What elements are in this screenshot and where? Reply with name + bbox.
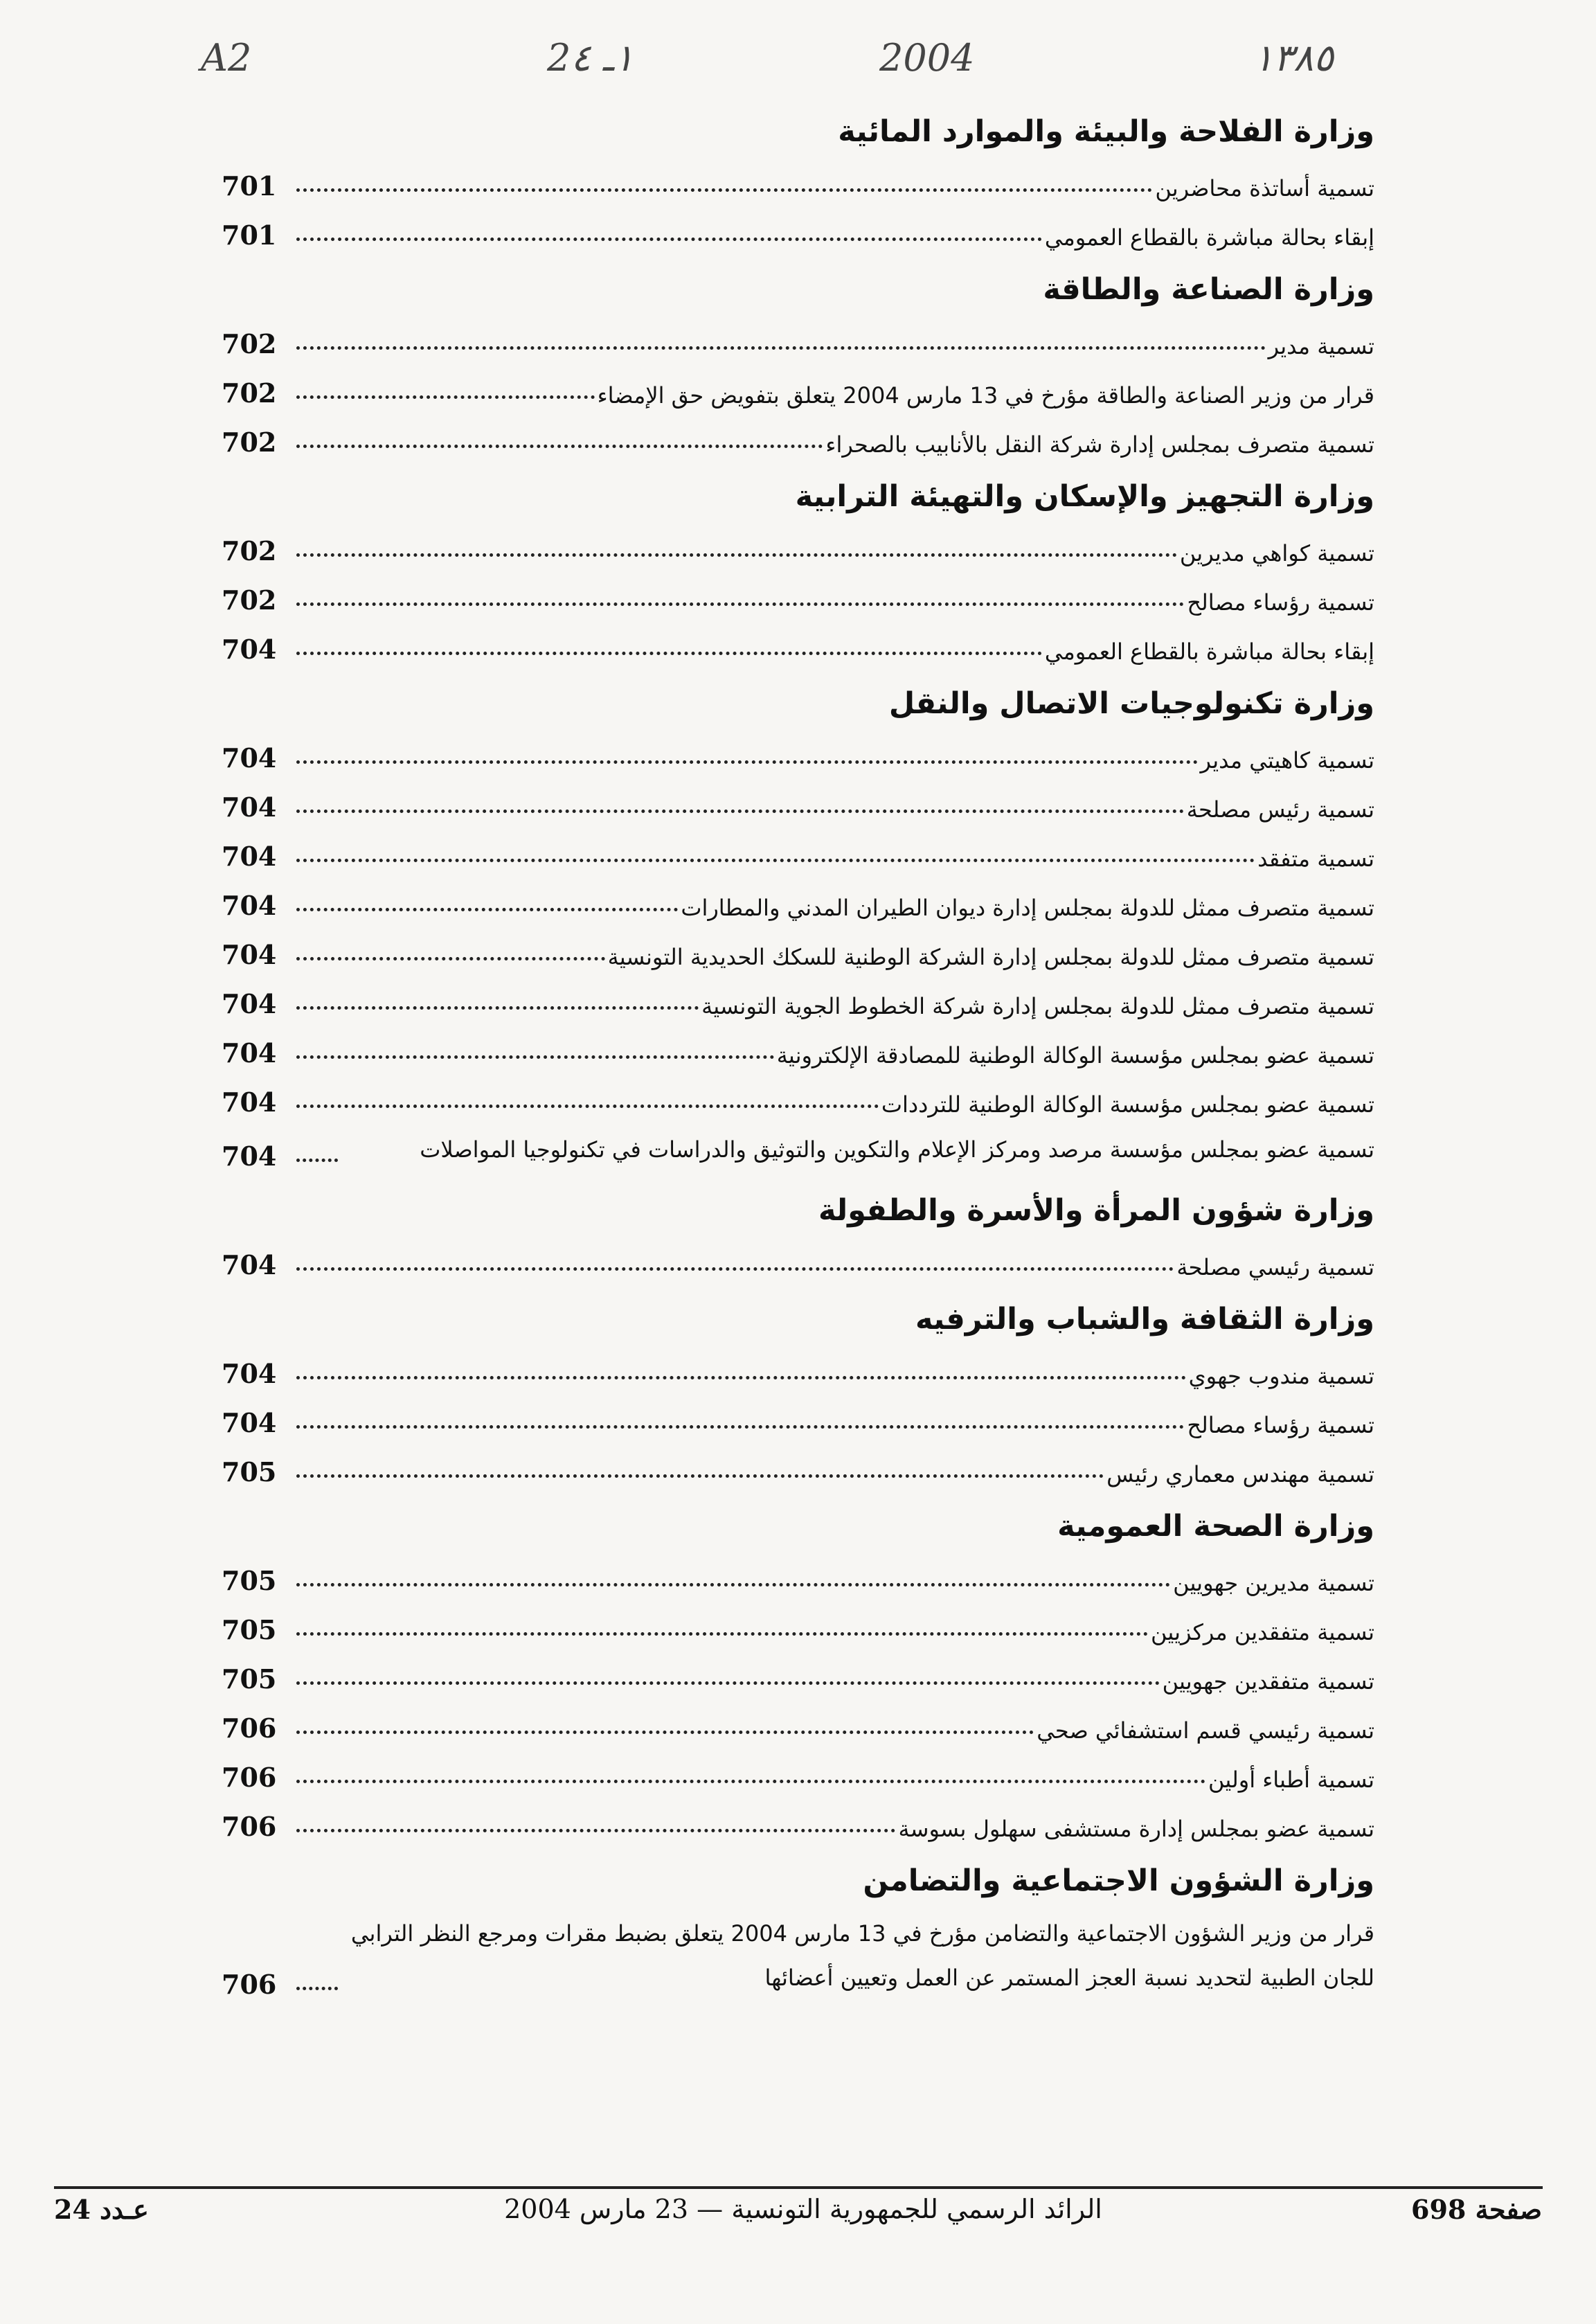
leader-dots	[296, 1474, 1104, 1478]
ministry-section	[222, 1505, 1374, 1842]
toc-entry[interactable]	[222, 1438, 1374, 1487]
entry-page-number: 705	[222, 1614, 277, 1645]
entry-page-number: 702	[222, 535, 277, 566]
entry-page-number: 704	[222, 939, 277, 970]
leader-dots	[296, 1681, 1160, 1685]
leader-dots	[296, 1829, 895, 1832]
leader-dots	[296, 1583, 1170, 1586]
entry-text: تسمية رئيسي قسم استشفائي صحي	[1037, 1717, 1374, 1744]
leader-dots	[296, 810, 1184, 813]
entry-page-number: 706	[222, 1713, 277, 1744]
toc-entry[interactable]	[222, 1911, 1374, 2000]
toc-entry[interactable]	[222, 616, 1374, 665]
entry-page-number: 705	[222, 1456, 277, 1487]
leader-dots	[296, 1632, 1148, 1636]
ministry-title: وزارة الصحة العمومية	[1057, 1509, 1374, 1544]
entry-page-number: 704	[222, 988, 277, 1019]
leader-dots	[296, 1159, 338, 1162]
ministry-title: وزارة الفلاحة والبيئة والموارد المائية	[838, 114, 1374, 149]
handwritten-note-number: ١٣٨٥	[1253, 36, 1334, 80]
entry-page-number: 702	[222, 427, 277, 458]
handwritten-note-a2: A2	[201, 36, 252, 80]
leader-dots	[296, 859, 1255, 862]
toc-entry[interactable]	[222, 1231, 1374, 1280]
toc-entry[interactable]	[222, 1127, 1374, 1172]
ministry-title: وزارة شؤون المرأة والأسرة والطفولة	[818, 1193, 1374, 1228]
entry-page-number: 704	[222, 742, 277, 774]
leader-dots	[296, 553, 1177, 557]
toc-entry[interactable]	[222, 872, 1374, 921]
leader-dots	[296, 908, 678, 911]
entry-page-number: 704	[222, 792, 277, 823]
toc-entry[interactable]	[222, 724, 1374, 774]
entry-text: تسمية كواهي مديرين	[1179, 540, 1374, 566]
toc-entry[interactable]	[222, 1645, 1374, 1695]
footer-divider	[54, 2186, 1543, 2189]
leader-dots	[296, 1987, 338, 1990]
entry-page-number: 704	[222, 1141, 277, 1172]
toc-entry[interactable]	[222, 152, 1374, 202]
entry-text: تسمية رئيس مصلحة	[1186, 796, 1374, 823]
entry-text: تسمية متفقدين جهويين	[1162, 1668, 1374, 1695]
entry-text: تسمية مهندس معماري رئيس	[1106, 1461, 1374, 1487]
entry-page-number: 706	[222, 1811, 277, 1842]
entry-page-number: 705	[222, 1663, 277, 1695]
handwritten-note-year: 2004	[879, 36, 975, 80]
entry-page-number: 705	[222, 1565, 277, 1596]
entry-page-number: 704	[222, 1087, 277, 1118]
ministry-title: وزارة تكنولوجيات الاتصال والنقل	[888, 686, 1374, 721]
toc-entry[interactable]	[222, 517, 1374, 566]
entry-page-number: 701	[222, 220, 277, 251]
entry-text: تسمية مديرين جهويين	[1173, 1570, 1374, 1596]
entry-text: إبقاء بحالة مباشرة بالقطاع العمومي	[1044, 638, 1374, 665]
toc-entry[interactable]	[222, 359, 1374, 409]
entry-text: تسمية عضو بمجلس مؤسسة مرصد ومركز الإعلام والتكوين والتوثيق والدراسات في تكنولوجيا المواصلات	[420, 1136, 1374, 1163]
ministry-section	[222, 476, 1374, 665]
toc-entry[interactable]	[222, 1019, 1374, 1069]
entry-text: تسمية متصرف ممثل للدولة بمجلس إدارة الشركة الوطنية للسكك الحديدية التونسية	[607, 944, 1374, 970]
leader-dots	[296, 1731, 1034, 1734]
leader-dots	[296, 1267, 1174, 1271]
leader-dots	[296, 395, 595, 399]
entry-page-number: 702	[222, 328, 277, 359]
entry-text: تسمية متفقد	[1257, 846, 1374, 872]
toc-entry[interactable]	[222, 774, 1374, 823]
entry-text: تسمية متفقدين مركزيين	[1151, 1619, 1374, 1645]
toc-entry[interactable]	[222, 409, 1374, 458]
ministry-title: وزارة التجهيز والإسكان والتهيئة الترابية	[795, 479, 1374, 514]
entry-text: تسمية متصرف ممثل للدولة بمجلس إدارة شركة الخطوط الجوية التونسية	[701, 993, 1374, 1019]
entry-text: قرار من وزير الصناعة والطاقة مؤرخ في 13 مارس 2004 يتعلق بتفويض حق الإمضاء	[597, 382, 1374, 409]
ministry-title: وزارة الصناعة والطاقة	[1043, 272, 1374, 307]
entry-page-number: 704	[222, 1407, 277, 1438]
leader-dots	[296, 1376, 1186, 1379]
toc-entry[interactable]	[222, 566, 1374, 616]
entry-text: تسمية مدير	[1268, 333, 1374, 359]
entry-text: تسمية متصرف ممثل للدولة بمجلس إدارة ديوان الطيران المدني والمطارات	[681, 895, 1374, 921]
leader-dots	[296, 652, 1042, 655]
leader-dots	[296, 957, 605, 960]
ministry-section	[222, 1190, 1374, 1280]
leader-dots	[296, 602, 1184, 606]
entry-text: تسمية أساتذة محاضرين	[1155, 175, 1374, 202]
toc-entry[interactable]	[222, 1389, 1374, 1438]
entry-page-number: 704	[222, 841, 277, 872]
entry-text: تسمية رئيسي مصلحة	[1176, 1254, 1374, 1280]
ministry-section	[222, 269, 1374, 458]
toc-entry[interactable]	[222, 1547, 1374, 1596]
toc-entry[interactable]	[222, 823, 1374, 872]
entry-page-number: 704	[222, 1249, 277, 1280]
toc-entry[interactable]	[222, 1340, 1374, 1389]
footer-page-number: صفحة 698	[1411, 2194, 1542, 2225]
entry-text: تسمية كاهيتي مدير	[1200, 747, 1374, 774]
entry-page-number: 702	[222, 377, 277, 409]
entry-text: تسمية مندوب جهوي	[1188, 1363, 1374, 1389]
entry-page-number: 704	[222, 634, 277, 665]
toc-entry[interactable]	[222, 970, 1374, 1019]
entry-text: تسمية رؤساء مصالح	[1187, 1412, 1374, 1438]
entry-text: تسمية أطباء أولين	[1208, 1767, 1374, 1793]
entry-text: تسمية عضو بمجلس مؤسسة الوكالة الوطنية للترددات	[881, 1091, 1374, 1118]
toc-entry[interactable]	[222, 310, 1374, 359]
toc-entry[interactable]	[222, 1793, 1374, 1842]
entry-text: تسمية عضو بمجلس مؤسسة الوكالة الوطنية للمصادقة الإلكترونية	[776, 1042, 1374, 1069]
entry-text: تسمية عضو بمجلس إدارة مستشفى سهلول بسوسة	[898, 1816, 1374, 1842]
toc-entry[interactable]	[222, 1744, 1374, 1793]
entry-text: قرار من وزير الشؤون الاجتماعية والتضامن مؤرخ في 13 مارس 2004 يتعلق بضبط مقرات ومرجع النظر الترابي للجان الطبية لتحديد نسبة العجز المستمر عن العمل وتعيين أعضائها	[350, 1920, 1374, 1991]
ministry-section	[222, 1860, 1374, 2000]
ministry-title: وزارة الثقافة والشباب والترفيه	[915, 1302, 1374, 1337]
leader-dots	[296, 1006, 699, 1010]
table-of-contents	[222, 111, 1374, 2007]
toc-entry[interactable]	[222, 202, 1374, 251]
footer-issue: عـدد 24	[54, 2194, 149, 2225]
ministry-title: وزارة الشؤون الاجتماعية والتضامن	[863, 1863, 1374, 1898]
toc-entry[interactable]	[222, 1695, 1374, 1744]
toc-entry[interactable]	[222, 921, 1374, 970]
ministry-section	[222, 1298, 1374, 1487]
leader-dots	[296, 1780, 1205, 1783]
leader-dots	[296, 346, 1266, 350]
leader-dots	[296, 1105, 879, 1108]
ministry-section	[222, 111, 1374, 251]
leader-dots	[296, 1055, 774, 1059]
entry-page-number: 702	[222, 584, 277, 616]
leader-dots	[296, 445, 823, 448]
leader-dots	[296, 188, 1152, 192]
entry-page-number: 706	[222, 1969, 277, 2000]
leader-dots	[296, 1425, 1184, 1429]
entry-text: تسمية متصرف بمجلس إدارة شركة النقل بالأنابيب بالصحراء	[825, 431, 1374, 458]
ministry-section	[222, 683, 1374, 1172]
leader-dots	[296, 760, 1198, 764]
entry-page-number: 704	[222, 890, 277, 921]
entry-page-number: 704	[222, 1037, 277, 1069]
handwritten-note-2: 2١ـ ٤	[547, 36, 634, 80]
entry-page-number: 701	[222, 170, 277, 202]
entry-text: تسمية رؤساء مصالح	[1187, 589, 1374, 616]
footer-journal-title: الرائد الرسمي للجمهورية التونسية — 23 مارس 2004	[504, 2194, 1102, 2224]
leader-dots	[296, 238, 1042, 241]
toc-entry[interactable]	[222, 1596, 1374, 1645]
entry-text: إبقاء بحالة مباشرة بالقطاع العمومي	[1044, 224, 1374, 251]
entry-page-number: 704	[222, 1358, 277, 1389]
entry-page-number: 706	[222, 1762, 277, 1793]
toc-entry[interactable]	[222, 1069, 1374, 1118]
